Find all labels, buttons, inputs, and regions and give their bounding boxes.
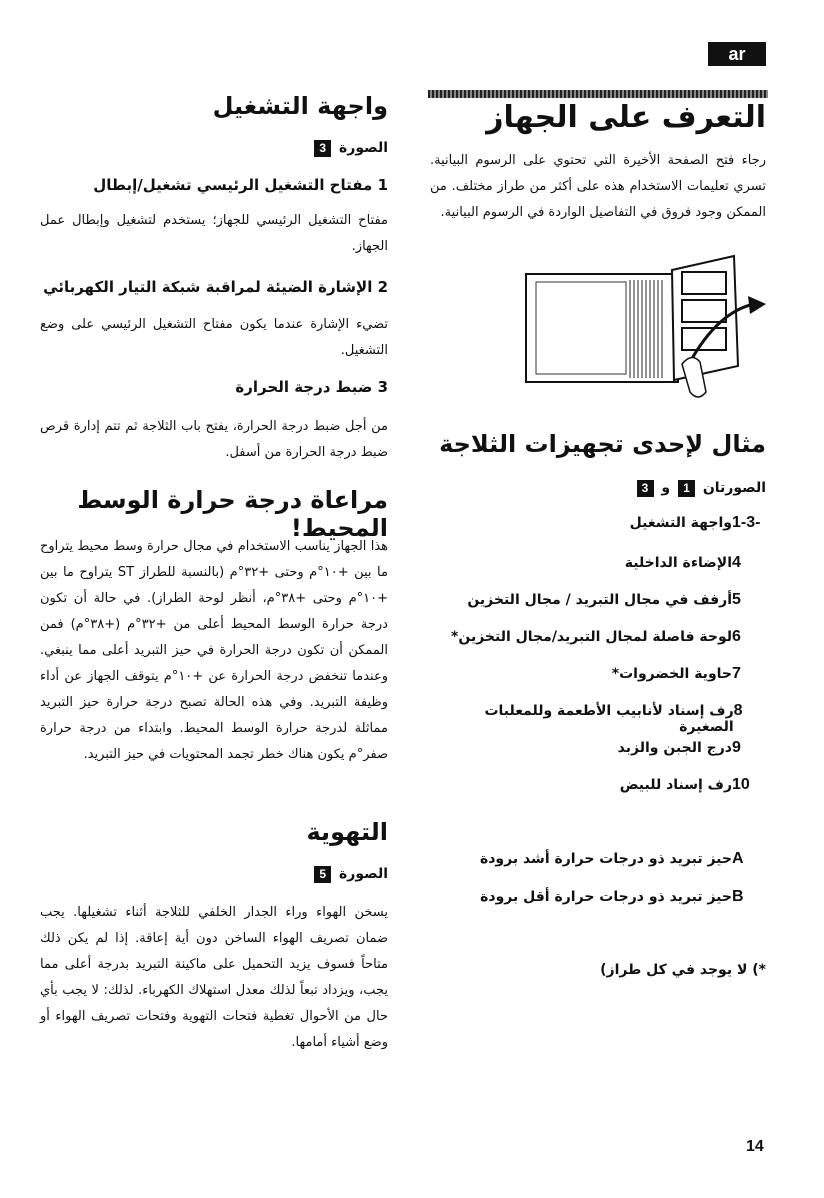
- item-text: حاوية الخضروات*: [611, 666, 732, 682]
- section-title: 1 مفتاح التشغيل الرئيسي تشغيل/إبطال: [93, 176, 388, 194]
- figure-label: الصورة: [339, 866, 388, 882]
- item-number: 6: [732, 628, 741, 645]
- list-item: [440, 739, 766, 776]
- section-body: تضيء الإشارة عندما يكون مفتاح التشغيل الرئيسي على وضع التشغيل.: [40, 317, 388, 358]
- section-title: 2 الإشارة الضيئة لمراقبة شبكة التيار الكهربائي: [43, 278, 388, 296]
- header-bar: [428, 90, 768, 98]
- language-tag: ar: [708, 42, 766, 66]
- parts-list: [440, 514, 766, 813]
- fridge-illustration: [522, 252, 774, 412]
- item-text: رف إسناد لأنابيب الأطعمة وللمعلبات الصغيرة: [484, 703, 734, 735]
- left-title: واجهة التشغيل: [212, 92, 388, 120]
- figure-box: 3: [637, 480, 654, 497]
- right-intro: رجاء فتح الصفحة الأخيرة التي تحتوي على الرسوم البيانية. تسري تعليمات الاستخدام هذه على أكثر من طراز مختلف. من الممكن وجود فروق في التفاصيل الواردة في الرسوم البيانية.: [430, 153, 766, 220]
- list-item: [440, 514, 766, 554]
- list-item: [440, 628, 766, 665]
- footnote: *) لا يوجد في كل طراز): [600, 962, 766, 978]
- zone-key: A: [732, 850, 744, 867]
- item-text: واجهة التشغيل: [629, 515, 732, 531]
- figures-and: و: [661, 480, 671, 496]
- list-item: [440, 888, 766, 926]
- item-text: الإضاءة الداخلية: [624, 555, 732, 571]
- right-title: التعرف على الجهاز: [486, 100, 766, 135]
- item-text: درج الجبن والزبد: [617, 740, 732, 756]
- zone-text: حيز تبريد ذو درجات حرارة أقل برودة: [480, 889, 732, 905]
- item-number: 9: [732, 739, 741, 756]
- list-item: [440, 776, 766, 813]
- item-text: رف إسناد للبيض: [619, 777, 732, 793]
- list-item: [440, 554, 766, 591]
- item-number: 7: [732, 665, 741, 682]
- item-number: 4: [732, 554, 741, 571]
- list-item: [440, 665, 766, 702]
- list-item: [440, 702, 766, 739]
- item-number: 8: [733, 702, 743, 719]
- section-body: مفتاح التشغيل الرئيسي للجهاز؛ يستخدم لتشغيل وإبطال عمل الجهاز.: [40, 213, 388, 254]
- zones-list: [440, 850, 766, 926]
- figure-ref: [200, 866, 388, 883]
- list-item: [440, 850, 766, 888]
- section-title: 3 ضبط درجة الحرارة: [235, 378, 388, 396]
- figure-box: 5: [314, 866, 331, 883]
- ventilation-body: يسخن الهواء وراء الجدار الخلفي للثلاجة أثناء تشغيلها. يجب ضمان تصريف الهواء الساخن دون أية إعاقة. إذا لم يكن ذلك متاحاً فسوف يزيد التحميل على ماكينة التبريد بدرجة أعلى مما يجب، ويزداد تبعاً لذلك معدل استهلاك الكهرباء. لذلك: لا يجب بأي حال من الأحوال تغطية فتحات التهوية وفتحات تصريف الهواء أو وضع أشياء أمامها.: [40, 905, 388, 1050]
- figure-box: 3: [314, 140, 331, 157]
- list-item: [440, 591, 766, 628]
- figure-box: 1: [678, 480, 695, 497]
- figure-ref: [200, 140, 388, 157]
- example-title: مثال لإحدى تجهيزات الثلاجة: [439, 430, 766, 458]
- figures-label: الصورتان: [702, 480, 766, 496]
- figure-label: الصورة: [339, 140, 388, 156]
- ventilation-title: التهوية: [306, 818, 388, 846]
- figures-ref: [560, 480, 766, 497]
- item-text: لوحة فاصلة لمجال التبريد/مجال التخزين*: [451, 629, 732, 645]
- item-number: 1-3-: [732, 514, 761, 531]
- ambient-body: هذا الجهاز يناسب الاستخدام في مجال حرارة وسط محيط يتراوح ما بين +١٠°م وحتى +٣٢°م (بالنسبة للطراز ST يتراوح ما بين +١٠°م وحتى +٣٨°م، أنظر لوحة الطراز). في حالة أن تكون درجة حرارة الوسط المحيط أعلى من +٣٢°م (+٣٨°م) فمن الممكن أن تكون درجة الحرارة في حيز التبريد أعلى مما ينبغي. وعندما تنخفض درجة الحرارة عن +١٠°م يتوقف الجهاز عن أداء وظيفة التبريد. وفي هذه الحالة تصبح درجة حرارة حيز التبريد مماثلة لدرجة حرارة الوسط المحيط. وابتداء من درجة حرارة صفر°م يكون هناك خطر تجمد المحتويات في حيز التبريد.: [40, 539, 389, 762]
- zone-key: B: [732, 888, 744, 905]
- section-body: من أجل ضبط درجة الحرارة، يفتح باب الثلاجة ثم تتم إدارة قرص ضبط درجة الحرارة من أسفل.: [40, 419, 388, 460]
- zone-text: حيز تبريد ذو درجات حرارة أشد برودة: [479, 851, 732, 867]
- item-number: 10: [732, 776, 750, 793]
- item-number: 5: [732, 591, 741, 608]
- item-text: أرفف في مجال التبريد / مجال التخزين: [467, 592, 732, 608]
- page-number: 14: [746, 1138, 764, 1155]
- ambient-title: مراعاة درجة حرارة الوسط المحيط!: [77, 486, 388, 542]
